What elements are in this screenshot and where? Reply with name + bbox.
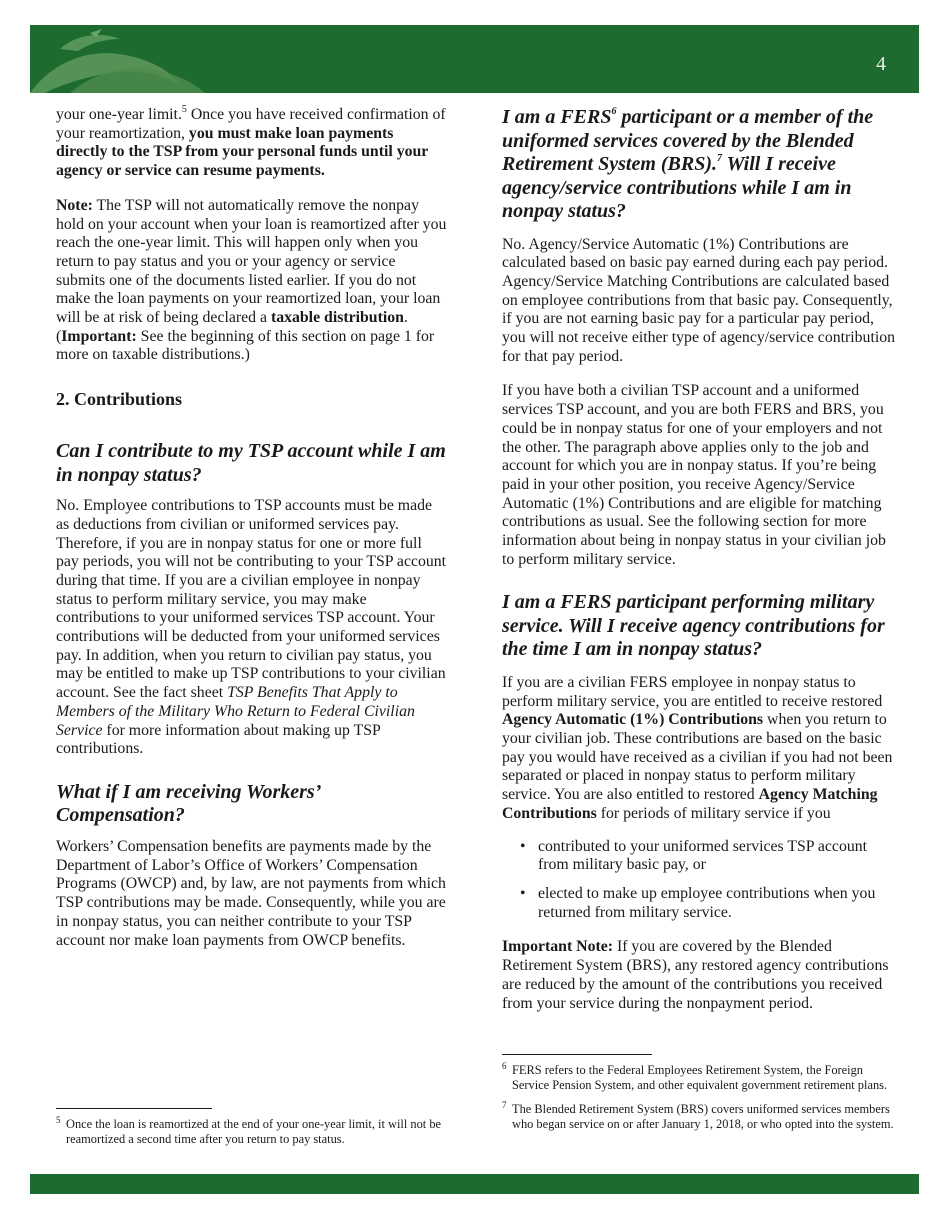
footnotes-right xyxy=(502,1054,896,1141)
footnote-6: 6 FERS refers to the Federal Employees Retirement System, the Foreign Service Pension System, and other equivalent government retirement plans. xyxy=(502,1061,888,1092)
header-band xyxy=(30,25,919,93)
left-column xyxy=(56,103,448,966)
answer-contribute-nonpay: No. Employee contributions to TSP accounts must be made as deductions from civilian or uniformed services pay. Therefore, if you are in nonpay status for one or more full pay periods, you will not be contributing to your TSP account during that time. If you are a civilian employee in nonpay status to perform military service, you may make contributions to your uniformed services TSP account. Your contributions will be deducted from your uniformed services pay. In addition, when you return to civilian pay status, you may be entitled to make up TSP contributions to your civilian account. See the fact sheet TSP Benefits That Apply to Members of the Military Who Return to Federal Civilian Service for more information about making up TSP contributions. xyxy=(56,497,447,758)
footnote-rule xyxy=(502,1054,652,1055)
answer-workers-compensation: Workers’ Compensation benefits are payments made by the Department of Labor’s Office of Workers’ Compensation Programs (OWCP) and, by law, are not payments from which TSP contributions may be made. Consequently, while you are in nonpay status, you can neither contribute to your TSP account nor make loan payments from OWCP benefits. xyxy=(56,837,446,949)
footnotes-left xyxy=(56,1108,448,1156)
answer-military-service: If you are a civilian FERS employee in nonpay status to perform military service, you are entitled to receive restored Agency Automatic (1%) Contributions when you return to your civilian job. These contributions are based on the basic pay you would have received as a civilian if you had not been separated or placed in nonpay status to perform military service. You are also entitled to restored Agency Matching Contributions for periods of military service if you xyxy=(502,673,893,822)
footnote-rule xyxy=(56,1108,212,1109)
section-heading-contributions: 2. Contributions xyxy=(56,389,183,410)
military-conditions-list xyxy=(502,838,896,923)
question-military-service: I am a FERS participant performing military service. Will I receive agency contributions for the time I am in nonpay status? xyxy=(502,591,885,661)
question-contribute-nonpay: Can I contribute to my TSP account while I am in nonpay status? xyxy=(56,440,446,486)
list-item: • elected to make up employee contributions when you returned from military service. xyxy=(520,884,876,921)
question-fers-brs-agency-contributions: I am a FERS$^6$ participant or a member of the uniformed services covered by the Blended Retirement System (BRS).$^7$ Will I receive agency/service contributions while I am in nonpay status? xyxy=(502,106,874,222)
eagle-logo-icon xyxy=(30,25,210,93)
answer-agency-contributions: No. Agency/Service Automatic (1%) Contributions are calculated based on basic pay earned during each pay period. Agency/Service Matching Contributions are calculated based on employee contributions from that basic pay. Consequently, if you are not earning basic pay for a particular pay period, you will not receive either type of agency/service contribution for that pay period. xyxy=(502,235,896,365)
footnote-5: 5 Once the loan is reamortized at the end of your one-year limit, it will not be reamortized a second time after you return to pay status. xyxy=(56,1115,442,1146)
note-paragraph: Note: The TSP will not automatically remove the nonpay hold on your account when your loan is reamortized after you reach the one-year limit. This will happen only when you return to pay status and you or your agency or service submits one of the documents listed earlier. If you do not make the loan payments on your reamortized loan, your loan will be at risk of being declared a taxable distribution. (Important: See the beginning of this section on page 1 for more on taxable distributions.) xyxy=(56,196,447,364)
footnote-7: 7 The Blended Retirement System (BRS) covers uniformed services members who began service on or after January 1, 2018, or who opted into the system. xyxy=(502,1100,894,1131)
right-column xyxy=(502,106,896,1029)
both-accounts-paragraph: If you have both a civilian TSP account and a uniformed services TSP account, and you are both FERS and BRS, you could be in nonpay status for one of your employers and not the other. The paragraph above applies only to the job and account for which you are in nonpay status. If you’re being paid in your other position, you receive Agency/Service Automatic (1%) Contributions and are eligible for matching contributions as usual. See the following section for more information about being in nonpay status in your civilian job to perform military service. xyxy=(502,382,886,568)
footer-band xyxy=(30,1174,919,1194)
important-note-paragraph: Important Note: If you are covered by the Blended Retirement System (BRS), any restored agency contributions are reduced by the amount of the contributions you received from your service during the nonpayment period. xyxy=(502,938,889,1012)
list-item: • contributed to your uniformed services TSP account from military basic pay, or xyxy=(520,837,868,874)
reamortization-paragraph: your one-year limit.$^5$ Once you have received confirmation of your reamortization, you must make loan payments directly to the TSP from your personal funds until your agency or service can resume payments. xyxy=(56,103,446,180)
fact-sheet-title: TSP Benefits That Apply to Members of the Military Who Return to Federal Civilian Service xyxy=(56,684,415,739)
question-workers-compensation: What if I am receiving Workers’ Compensation? xyxy=(56,780,320,827)
page-number: 4 xyxy=(876,53,887,75)
